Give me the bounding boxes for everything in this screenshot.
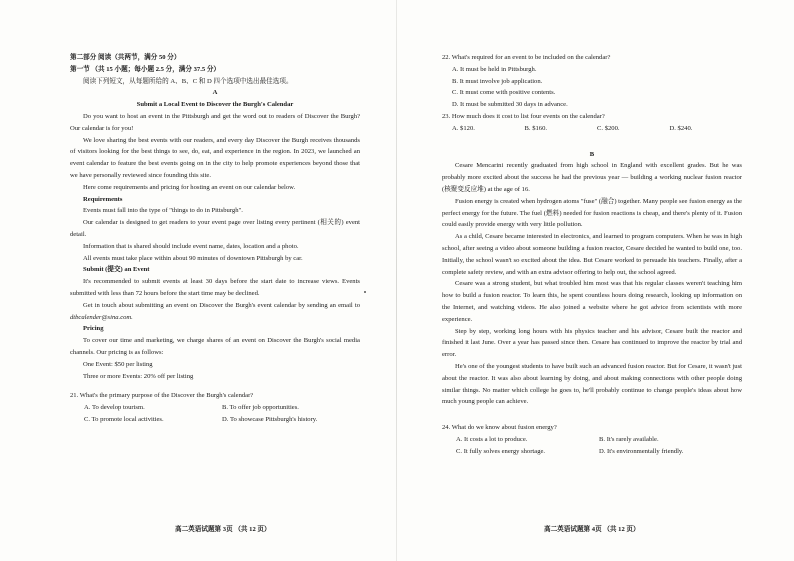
- requirements-heading: Requirements: [83, 195, 123, 203]
- option-a: A. $120.: [452, 124, 475, 132]
- submit-line: It's recommended to submit events at least 30 days before the start date to increase views. Events submitted with less than 72 hours before the start time may be declined.: [70, 278, 360, 297]
- option-a: A. It must be held in Pittsburgh.: [452, 65, 537, 73]
- requirement-line: Information that is shared should include event name, dates, location and a photo.: [83, 242, 299, 250]
- requirement-line: Events must fall into the type of "things to do in Pittsburgh".: [83, 207, 243, 215]
- option-c: C. It must come with positive contents.: [452, 89, 556, 97]
- email-address: dtbcalender@sina.com.: [70, 313, 133, 321]
- option-d: D. $240.: [669, 124, 693, 132]
- passage-title: Submit a Local Event to Discover the Burgh's Calendar: [136, 101, 294, 109]
- paragraph: He's one of the youngest students to have built such an advanced fusion reactor. But for Cesare, it wasn't just about the reactor. It was also about learning by doing, and about making connections with other people doing similar things. No matter which college he goes to, he'll probably continue to change people's ideas about how much young people can achieve.: [442, 362, 742, 406]
- question-21: 21. What's the primary purpose of the Discover the Burgh's calendar?: [70, 392, 254, 400]
- paragraph: Fusion energy is created when hydrogen atoms "fuse" (融合) together. Many people see fusion energy as the perfect energy for the future. The fuel (燃料) needed for fusion reactions is cheap, and there's plenty of it. Fusion could easily provide energy with very little pollution.: [442, 197, 742, 229]
- option-a: A. To develop tourism.: [84, 404, 145, 412]
- scan-speck: [364, 291, 366, 293]
- paragraph: We love sharing the best events with our readers, and every day Discover the Burgh receives thousands of visitors looking for the best things to see, do, eat, and experience in the region. In 2023, we launched an event calendar to feature the best events going on in the city to help promote experiences beyond those that we have personally reviewed since founding this site.: [70, 136, 360, 179]
- question-24: 24. What do we know about fusion energy?: [442, 424, 557, 432]
- option-d: D. It must be submitted 30 days in advance.: [452, 101, 568, 109]
- paragraph: As a child, Cesare became interested in electronics, and learned to program computers. When he was in high school, after seeing a video about someone building a fusion reactor, Cesare decided he wanted to build one, too. Initially, the school wasn't so excited about the idea. But Cesare worked to persuade his teachers. Finally, after a complete safety review, and with an extra advisor offering to help out, the school agreed.: [442, 233, 742, 276]
- paragraph: Do you want to host an event in the Pittsburgh and get the word out to readers of Discover the Burgh? Our calendar is for you!: [70, 112, 360, 132]
- price-item: One Event: $50 per listing: [83, 360, 153, 368]
- left-column: [70, 52, 360, 426]
- pricing-line: To cover our time and marketing, we charge shares of an event on Discover the Burgh's social media channels. Our pricing is as follows:: [70, 337, 360, 356]
- q24-options: [442, 434, 742, 458]
- section-title: 第一节 （共 15 小题；每小题 2.5 分，满分 37.5 分）: [70, 65, 221, 73]
- right-column: [442, 52, 742, 458]
- submit-text: Get in touch about submitting an event on Discover the Burgh's event calendar by sending an email to: [83, 301, 360, 309]
- option-b: B. It's rarely available.: [599, 435, 659, 443]
- q23-options: [442, 123, 742, 135]
- page-footer-left: 高二英语试题第 3页 （共 12 页）: [175, 526, 271, 533]
- paragraph: Cesare Mencarini recently graduated from high school in England with excellent grades. But he was probably more excited about the success he had the previous year — building a working nuclear fusion reactor (核聚变反应堆) at the age of 16.: [442, 162, 742, 193]
- option-a: A. It costs a lot to produce.: [456, 435, 528, 443]
- question-22: 22. What's required for an event to be included on the calendar?: [442, 54, 611, 61]
- q21-options: [70, 402, 360, 426]
- instructions: 阅读下列短文，从每题所给的 A、B、C 和 D 四个选项中选出最佳选项。: [83, 77, 293, 85]
- requirement-line: All events must take place within about 90 minutes of downtown Pittsburgh by car.: [83, 254, 303, 262]
- paragraph: Cesare was a strong student, but what troubled him most was that his regular classes weren't teaching him how to build a fusion reactor. To learn this, he spent countless hours doing research, looking up information on the Internet, and watching videos. He also joined a website where he got advice from scientists with more experience.: [442, 280, 742, 323]
- price-item: Three or more Events: 20% off per listing: [83, 372, 194, 380]
- option-b: B. It must involve job application.: [452, 77, 543, 85]
- option-d: D. It's environmentally friendly.: [599, 447, 684, 455]
- option-c: C. It fully solves energy shortage.: [456, 447, 546, 455]
- option-c: C. $200.: [597, 124, 620, 132]
- paragraph: Here come requirements and pricing for hosting an event on our calendar below.: [83, 183, 296, 191]
- option-b: B. To offer job opportunities.: [222, 404, 299, 412]
- requirement-line: Our calendar is designed to get readers to your event page over listing every pertinent (相关的) event detail.: [70, 219, 360, 238]
- option-d: D. To showcase Pittsburgh's history.: [222, 415, 318, 423]
- question-23: 23. How much does it cost to list four events on the calendar?: [442, 112, 605, 120]
- part-title: 第二部分 阅读（共两节，满分 50 分）: [70, 54, 181, 61]
- q22-options: [442, 64, 742, 111]
- submit-line: [70, 300, 360, 324]
- passage-letter-a: A: [212, 89, 218, 97]
- option-c: C. To promote local activities.: [84, 415, 164, 423]
- submit-heading: Submit (提交) an Event: [83, 266, 150, 274]
- pricing-heading: Pricing: [83, 325, 104, 333]
- right-page: [397, 0, 794, 561]
- option-b: B. $160.: [524, 124, 548, 132]
- page-footer-right: 高二英语试题第 4页 （共 12 页）: [544, 526, 640, 533]
- paragraph: Step by step, working long hours with his physics teacher and his advisor, Cesare built the reactor and finished it last June. Over a year has passed since then. Cesare has continued to improve the reactor by trial and error.: [442, 327, 742, 359]
- passage-letter-b: B: [589, 150, 595, 158]
